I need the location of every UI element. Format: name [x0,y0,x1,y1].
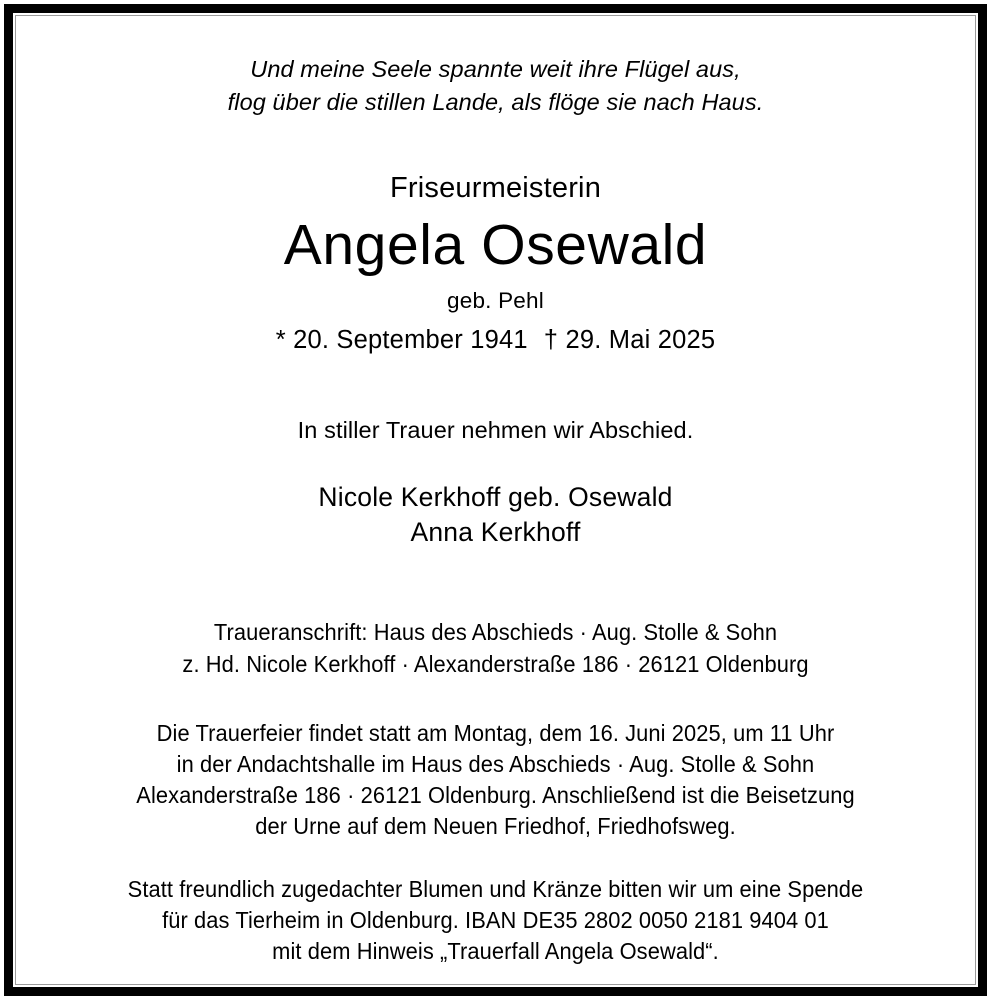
survivor-name: Nicole Kerkhoff geb. Osewald [318,482,673,512]
deceased-name: Angela Osewald [283,213,708,277]
donation-line: mit dem Hinweis „Trauerfall Angela Osewald“. [272,938,719,964]
funeral-address-line: z. Hd. Nicole Kerkhoff · Alexanderstraße 186 · 26121 Oldenburg [182,651,809,677]
funeral-address-line: Traueranschrift: Haus des Abschieds · Aug. Stolle & Sohn [213,619,778,645]
mourning-statement: In stiller Trauer nehmen wir Abschied. [297,417,694,443]
funeral-address [73,616,918,680]
survivor-name: Anna Kerkhoff [410,517,581,547]
epigraph-line: Und meine Seele spannte weit ihre Flügel aus, [250,56,741,82]
life-dates [41,325,950,356]
ceremony-line: in der Andachtshalle im Haus des Abschieds · Aug. Stolle & Sohn [176,751,815,777]
birth-date: * 20. September 1941 [275,326,528,354]
epigraph-line: flog über die stillen Lande, als flöge sie nach Haus. [227,89,764,115]
donation-request [73,874,918,967]
donation-line: für das Tierheim in Oldenburg. IBAN DE35 2802 0050 2181 9404 01 [162,907,829,933]
ceremony-line: Die Trauerfeier findet statt am Montag, dem 16. Juni 2025, um 11 Uhr [156,720,835,746]
notice-outer-border [4,4,987,996]
epigraph [41,53,950,119]
survivors-list [41,480,950,550]
notice-content [13,13,978,987]
death-date: † 29. Mai 2025 [543,326,716,354]
profession-title: Friseurmeisterin [389,172,602,204]
ceremony-line: der Urne auf dem Neuen Friedhof, Friedhofsweg. [255,813,736,839]
donation-line: Statt freundlich zugedachter Blumen und Kränze bitten wir um eine Spende [127,876,864,902]
ceremony-details [73,718,918,842]
maiden-name: geb. Pehl [447,288,544,313]
name-block [41,171,950,356]
ceremony-line: Alexanderstraße 186 · 26121 Oldenburg. Anschließend ist die Beisetzung [136,782,855,808]
